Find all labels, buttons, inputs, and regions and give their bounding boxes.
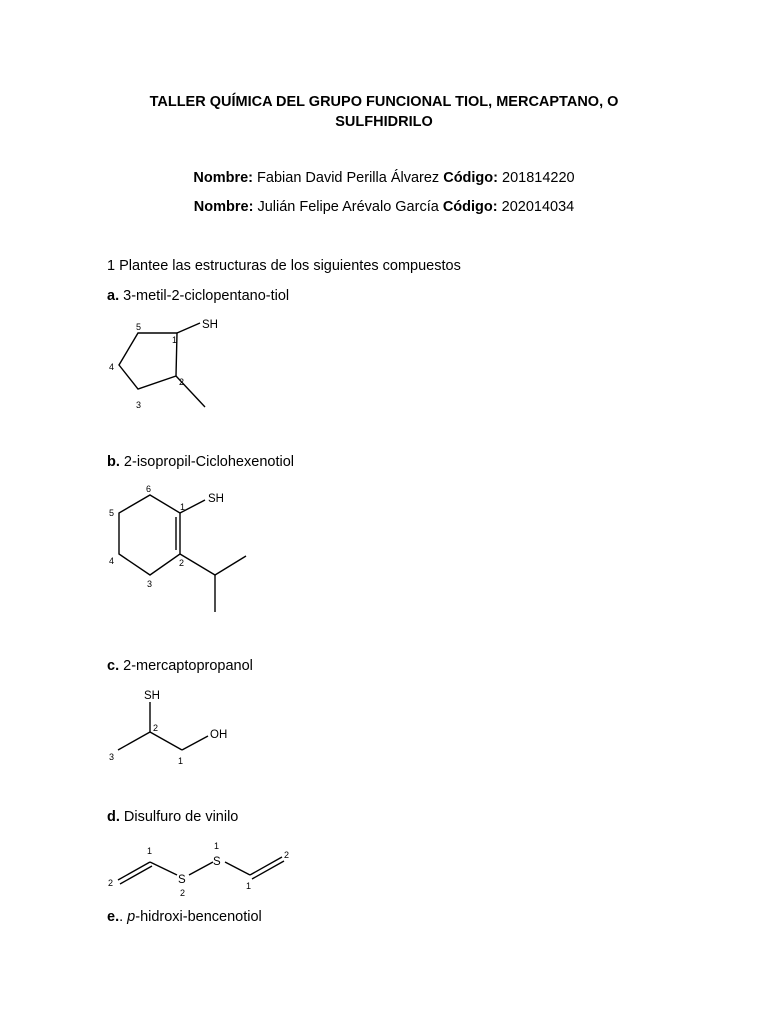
- item-e: [107, 908, 262, 926]
- name-label: Nombre:: [193, 170, 254, 186]
- name-label: Nombre:: [193, 199, 254, 215]
- atom-s: S: [178, 874, 186, 886]
- structure-d-divinyl-disulfide: [0, 836, 320, 906]
- item-letter: e.: [107, 909, 120, 925]
- atom-number: 2: [108, 878, 114, 888]
- atom-number: 3: [109, 752, 115, 762]
- bond-isopropyl-methyl: [215, 556, 246, 575]
- atom-number: 5: [136, 322, 142, 332]
- atom-number: 1: [172, 335, 178, 345]
- code-label: Código:: [443, 170, 498, 186]
- author-code: 201814220: [502, 170, 575, 186]
- atom-number: 4: [109, 556, 115, 566]
- item-text: Disulfuro de vinilo: [123, 809, 239, 825]
- atom-number: 2: [179, 558, 185, 568]
- atom-number: 3: [136, 400, 142, 410]
- item-b: [107, 453, 294, 471]
- title-line-1: TALLER QUÍMICA DEL GRUPO FUNCIONAL TIOL, MERCAPTANO, O: [149, 94, 619, 110]
- atom-number: 2: [179, 377, 185, 387]
- author-line-1: [0, 169, 768, 187]
- bond-s-s: [189, 862, 213, 875]
- atom-number: 2: [180, 888, 186, 898]
- atom-number: 1: [214, 841, 220, 851]
- question-text: 1 Plantee las estructuras de los siguientes compuestos: [107, 258, 461, 274]
- item-text: -hidroxi-bencenotiol: [135, 909, 262, 925]
- bond-s-c1: [225, 862, 250, 875]
- atom-oh: OH: [210, 729, 228, 741]
- atom-number: 1: [178, 756, 184, 766]
- item-italic: p: [127, 909, 136, 925]
- title-line-2: SULFHIDRILO: [335, 114, 433, 130]
- atom-number: 6: [146, 484, 152, 494]
- ring-bond: [119, 333, 177, 389]
- item-letter: d.: [107, 809, 120, 825]
- bond-c3-c2: [118, 732, 150, 750]
- atom-sh: SH: [202, 319, 218, 331]
- item-letter: b.: [107, 454, 120, 470]
- structure-b-cyclohexene: [0, 480, 300, 620]
- item-letter: c.: [107, 658, 120, 674]
- atom-number: 4: [109, 362, 115, 372]
- atom-number: 1: [246, 881, 252, 891]
- item-d: [107, 808, 238, 826]
- item-text: 2-isopropil-Ciclohexenotiol: [123, 454, 294, 470]
- double-bond: [250, 857, 282, 875]
- atom-number: 1: [180, 502, 186, 512]
- document-title: [0, 92, 768, 132]
- author-name: Julián Felipe Arévalo García: [257, 199, 439, 215]
- double-bond-inner: [252, 861, 284, 879]
- atom-sh: SH: [144, 690, 160, 702]
- structure-a-cyclopentane: [0, 310, 300, 420]
- author-name: Fabian David Perilla Álvarez: [257, 170, 440, 186]
- item-c: [107, 657, 253, 675]
- ring-bond: [119, 495, 180, 575]
- bond-c1-oh: [182, 736, 208, 750]
- item-a: [107, 287, 289, 305]
- bond-c2-c1: [150, 732, 182, 750]
- atom-number: 1: [147, 846, 153, 856]
- bond-c2-isopropyl: [180, 554, 215, 575]
- author-line-2: [0, 198, 768, 216]
- atom-number: 2: [153, 723, 159, 733]
- double-bond: [118, 862, 150, 880]
- item-text: 2-mercaptopropanol: [123, 658, 253, 674]
- atom-number: 5: [109, 508, 115, 518]
- code-label: Código:: [442, 199, 498, 215]
- bond-c1-sh: [177, 323, 200, 333]
- atom-s: S: [213, 856, 221, 868]
- item-prefix: .: [119, 909, 128, 925]
- bond-c1-s: [150, 862, 177, 875]
- structure-c-mercaptopropanol: [0, 680, 300, 780]
- atom-number: 3: [147, 579, 153, 589]
- atom-number: 2: [284, 850, 290, 860]
- double-bond-inner: [120, 866, 152, 884]
- atom-sh: SH: [208, 493, 224, 505]
- author-code: 202014034: [501, 199, 575, 215]
- item-text: 3-metil-2-ciclopentano-tiol: [123, 288, 290, 304]
- item-letter: a.: [107, 288, 120, 304]
